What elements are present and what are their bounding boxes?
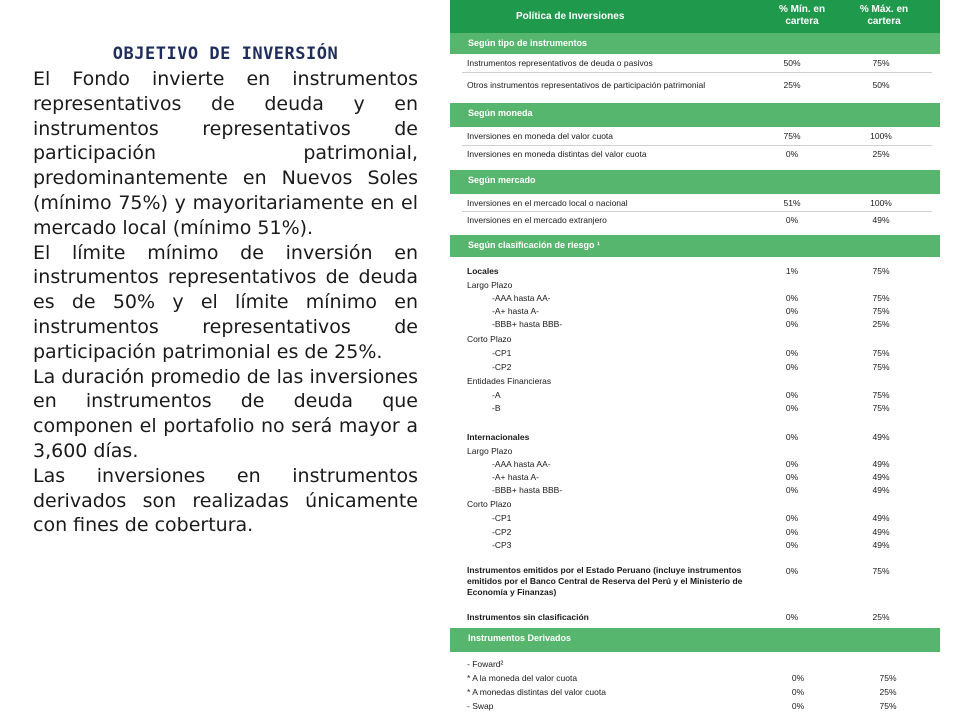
row-max: 75%: [879, 673, 897, 683]
row-label: Instrumentos sin clasificación: [467, 612, 589, 622]
section-band-moneda: [450, 103, 940, 127]
row-max: 25%: [872, 319, 890, 329]
paragraph-duration: La duración promedio de las inversiones en instrumentos de deuda que componen el portafolio no será mayor a 3,600 días.: [33, 365, 418, 462]
row-max: 49%: [872, 540, 890, 550]
row-label: -BBB+ hasta BBB-: [492, 319, 563, 329]
row-min: 0%: [791, 673, 805, 683]
paragraph-derivatives: Las inversiones en instrumentos derivados son realizadas únicamente con fines de cobertura.: [33, 464, 418, 537]
section-band-tipo: [450, 33, 940, 54]
row-min: 0%: [785, 612, 799, 622]
row-label: Instrumentos emitidos por el Estado Peruano (incluye instrumentos emitidos por el Banco Central de Reserva del Perú y el Ministerio de Economía y Finanzas): [467, 565, 743, 597]
row-min: 0%: [785, 527, 799, 537]
row-label: Inversiones en el mercado local o nacional: [467, 198, 628, 208]
row-max: 49%: [872, 215, 890, 225]
row-max: 25%: [872, 612, 890, 622]
row-min: 75%: [783, 131, 801, 141]
row-min: 0%: [785, 566, 799, 576]
row-max: 49%: [872, 459, 890, 469]
row-label: -BBB+ hasta BBB-: [492, 485, 563, 495]
row-min: 25%: [783, 80, 801, 90]
row-min: 1%: [785, 266, 799, 276]
row-label: Inversiones en moneda del valor cuota: [467, 131, 614, 141]
row-max: 49%: [872, 432, 890, 442]
section-band-mercado: [450, 170, 940, 194]
row-min: 0%: [785, 293, 799, 303]
paragraph-instruments: El Fondo invierte en instrumentos representativos de deuda y en instrumentos representativos de participación patrimonial, predominantemente en Nuevos Soles (mínimo 75%) y mayoritariamente en el mercado local (mínimo 51%).: [33, 68, 418, 239]
row-max: 49%: [872, 527, 890, 537]
row-min: 0%: [785, 485, 799, 495]
row-min: 50%: [783, 58, 801, 68]
row-max: 49%: [872, 513, 890, 523]
row-max: 100%: [870, 131, 892, 141]
row-label: -A+ hasta A-: [492, 306, 540, 316]
row-min: 0%: [785, 472, 799, 482]
row-label: - Swap: [467, 701, 494, 711]
paragraph-minimum-limits: El límite mínimo de inversión en instrumentos representativos de deuda es de 50% y el límite mínimo en instrumentos representativos de participación patrimonial es de 25%.: [33, 241, 418, 363]
row-label: -AAA hasta AA-: [492, 293, 551, 303]
row-divider: [462, 145, 932, 146]
row-max: 75%: [872, 362, 890, 372]
row-label: Corto Plazo: [467, 499, 512, 509]
row-label: Otros instrumentos representativos de participación patrimonial: [467, 80, 706, 90]
row-label: -A: [492, 390, 501, 400]
row-min: 0%: [785, 306, 799, 316]
row-label: Locales: [467, 266, 499, 276]
row-label: Instrumentos representativos de deuda o pasivos: [467, 58, 653, 68]
row-max: 75%: [872, 306, 890, 316]
row-max: 75%: [872, 348, 890, 358]
row-label: Largo Plazo: [467, 446, 513, 456]
row-label: * A la moneda del valor cuota: [467, 673, 578, 683]
row-max: 49%: [872, 472, 890, 482]
row-label: Corto Plazo: [467, 334, 512, 344]
row-min: 0%: [785, 390, 799, 400]
row-min: 0%: [785, 403, 799, 413]
row-min: 51%: [783, 198, 801, 208]
row-label: Largo Plazo: [467, 280, 513, 290]
row-label: Internacionales: [467, 432, 530, 442]
header-max: % Máx. en cartera: [859, 4, 909, 27]
row-label: Inversiones en el mercado extranjero: [467, 215, 607, 225]
row-label: -AAA hasta AA-: [492, 459, 551, 469]
section-label: Instrumentos Derivados: [468, 633, 572, 643]
row-label: Inversiones en moneda distintas del valor cuota: [467, 149, 647, 159]
header-min: % Mín. en cartera: [778, 4, 826, 27]
section-label: Según mercado: [468, 175, 536, 185]
section-label: Según moneda: [468, 108, 533, 118]
row-min: 0%: [785, 540, 799, 550]
row-min: 0%: [785, 459, 799, 469]
row-max: 100%: [870, 198, 892, 208]
row-max: 50%: [872, 80, 890, 90]
row-min: 0%: [785, 348, 799, 358]
row-min: 0%: [785, 149, 799, 159]
row-label: -CP1: [492, 348, 512, 358]
row-min: 0%: [785, 319, 799, 329]
section-label: Según clasificación de riesgo ¹: [468, 240, 601, 250]
row-label: -CP2: [492, 362, 512, 372]
row-max: 25%: [872, 149, 890, 159]
objective-title: OBJETIVO DE INVERSIÓN: [112, 44, 339, 64]
row-label: - Foward²: [467, 659, 504, 669]
section-band-derivados: [450, 628, 940, 652]
row-label: -CP3: [492, 540, 512, 550]
row-label: * A monedas distintas del valor cuota: [467, 687, 606, 697]
header-policy: Política de Inversiones: [516, 11, 625, 22]
row-min: 0%: [785, 513, 799, 523]
row-label: Entidades Financieras: [467, 376, 552, 386]
row-label: -B: [492, 403, 501, 413]
row-max: 49%: [872, 485, 890, 495]
row-min: 0%: [785, 362, 799, 372]
row-label: -CP2: [492, 527, 512, 537]
row-min: 0%: [785, 432, 799, 442]
row-divider: [462, 72, 932, 73]
row-min: 0%: [785, 215, 799, 225]
table-header: [450, 0, 940, 33]
row-max: 75%: [872, 293, 890, 303]
row-label: -CP1: [492, 513, 512, 523]
row-max: 75%: [872, 266, 890, 276]
row-divider: [462, 211, 932, 212]
row-label: -A+ hasta A-: [492, 472, 540, 482]
row-max: 75%: [872, 566, 890, 576]
row-min: 0%: [791, 701, 805, 711]
row-min: 0%: [791, 687, 805, 697]
investment-objective-text: [33, 44, 418, 538]
section-band-riesgo: [450, 235, 940, 257]
row-max: 25%: [879, 687, 897, 697]
section-label: Según tipo de instrumentos: [468, 38, 588, 48]
row-max: 75%: [872, 58, 890, 68]
row-max: 75%: [872, 390, 890, 400]
investment-policy-table: [450, 0, 940, 720]
row-max: 75%: [879, 701, 897, 711]
row-max: 75%: [872, 403, 890, 413]
